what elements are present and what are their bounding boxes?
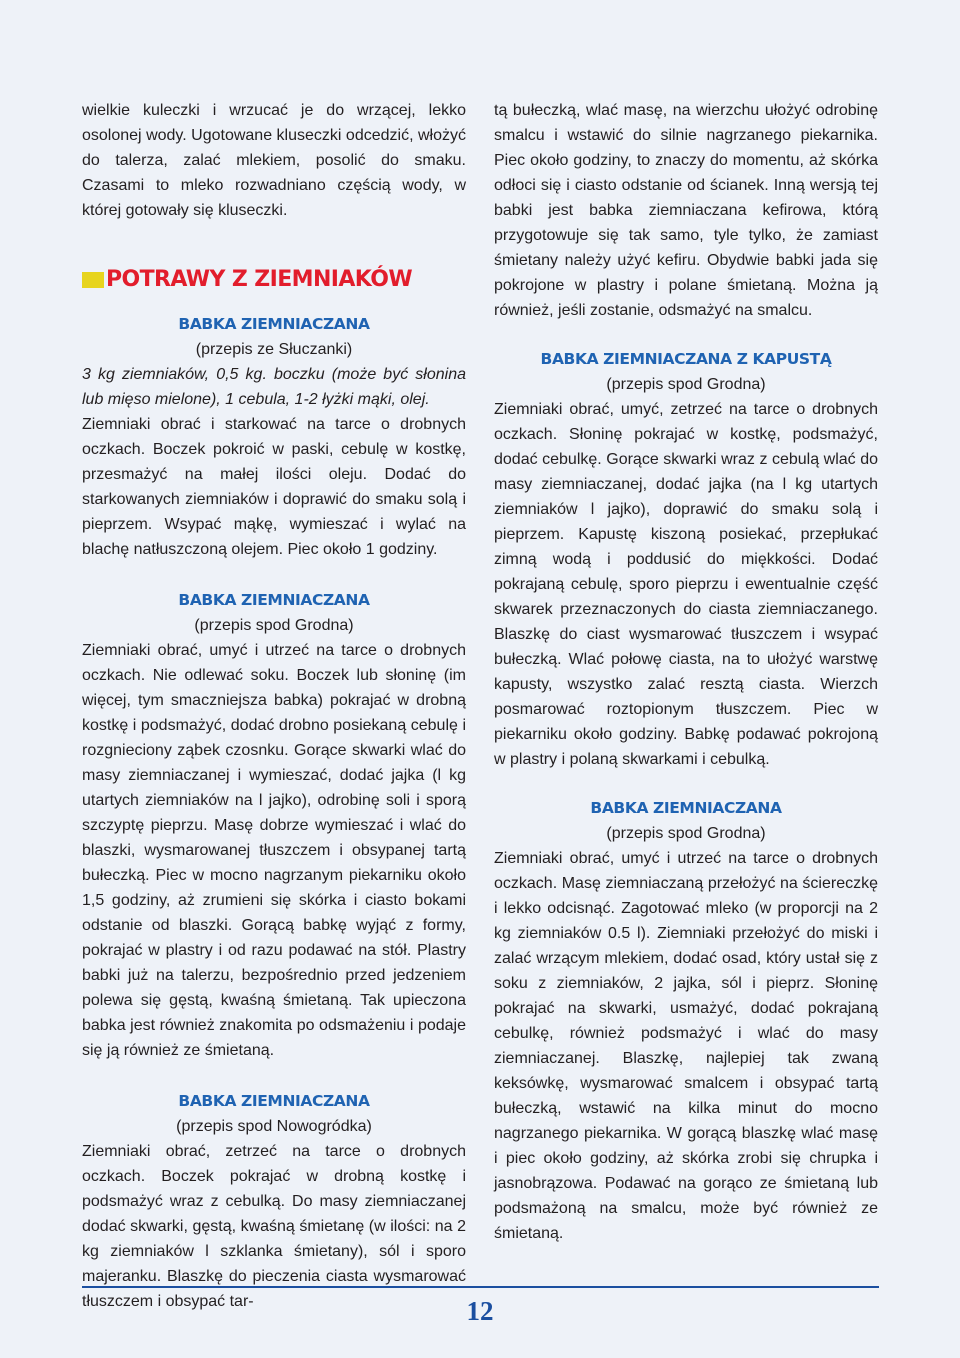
recipe-text: Ziemniaki obrać, zetrzeć na tarce o drobnych oczkach. Boczek pokrajać w drobną kostkę i podsmażyć wraz z cebulką. Do masy ziemniaczanej dodać skwarki, gęstą, kwaśną śmietanę (w ilości: na 2 kg ziemniaków l szklanka śmietany), sól i sporo majeranku. Blaszkę do pieczenia ciasta wysmarować tłuszczem i obsypać tar- [82,1143,466,1310]
recipe-1 [82,312,466,562]
recipe-title: BABKA ZIEMNIACZANA [178,1092,370,1110]
recipe-source: (przepis spod Grodna) [606,376,766,393]
recipe-text: Ziemniaki obrać, umyć, zetrzeć na tarce o drobnych oczkach. Słoninę pokrajać w kostkę, podsmażyć, dodać cebulkę. Gorące skwarki wraz z cebulą wlać do masy ziemniaczanej, dodać jajka (na l kg utartych ziemniaków l jajko), doprawić do smaku solą i pieprzem. Kapustę kiszoną posiekać, przepłukać zimną wodą i poddusić do miękkości. Dodać pokrajaną cebulę, sporo pieprzu i ewentualnie część skwarek przeznaczonych do ciasta ziemniaczanego. Blaszkę do ciast wysmarować tłuszczem i wsypać bułeczką. Wlać połowę ciasta, na to ułożyć warstwę kapusty, wszystko zalać resztą ciasta. Wierzch posmarować roztopionym tłuszczem. Piec w piekarniku około godziny. Babkę podawać pokrojoną w plastry i polaną skwarkami i cebulką. [494,401,878,768]
recipe-text: Ziemniaki obrać i starkować na tarce o drobnych oczkach. Boczek pokroić w paski, cebulę w kostkę, przesmażyć na małej ilości oleju. Dodać do starkowanych ziemniaków i doprawić do smaku solą i pieprzem. Wsypać mąkę, wymieszać i wylać na blachę natłuszczoną olejem. Piec około 1 godziny. [82,416,466,558]
recipe-4 [494,347,878,772]
recipe-source: (przepis spod Nowogródka) [176,1118,372,1135]
recipe-title: BABKA ZIEMNIACZANA [590,799,782,817]
recipe-text: Ziemniaki obrać, umyć i utrzeć na tarce o drobnych oczkach. Nie odlewać soku. Boczek lub słoninę (im więcej, tym smaczniejsza babka) pokrajać w drobną kostkę i podsmażyć, dodać drobno posiekaną cebulę i rozgnieciony ząbek czosnku. Gorące skwarki wlać do masy ziemniaczanej i wymieszać, dodać jajka (l kg utartych ziemniaków na l jajko), odrobinę soli i sporą szczyptę pieprzu. Masę dobrze wymieszać i wlać do blaszki, wysmarowanej tłuszczem i obsypanej tartą bułeczką. Piec w mocno nagrzanym piekarniku około 1,5 godziny, aż zrumieni się skórka i ciasto bokami odstanie od blaszki. Gorącą babkę wyjąć z formy, pokrajać w plastry i od razu podawać na stół. Plastry babki już na talerzu, bezpośrednio przed jedzeniem polewa się gęstą, kwaśną śmietaną. Tak upieczona babka jest również znakomita po odsmażeniu i podaje się ją również ze śmietaną. [82,642,466,1059]
recipe-text: Ziemniaki obrać, umyć i utrzeć na tarce o drobnych oczkach. Masę ziemniaczaną przełożyć na ściereczkę i lekko odcisnąć. Zagotować mleko (w proporcji na 2 kg ziemniaków 0.5 l). Ziemniaki przełożyć do miski i zalać wrzącym mlekiem, dodać osad, który ustał się z soku z ziemniaków, 2 jajka, sól i pieprz. Słoninę pokrajać na skwarki, usmażyć, dodać pokrajaną cebulkę, również podsmażyć i wlać do masy ziemniaczanej. Blaszkę, najlepiej tak zwaną keksówkę, wysmarować smalcem i obsypać tartą bułeczką, wstawić na kilka minut do mocno nagrzanego piekarnika. W gorącą blaszkę wlać masę i piec około godziny, aż skórka zrobi się chrupka i jasnobrązowa. Podawać na gorąco ze śmietaną lub podsmażoną na smalcu, może być również ze śmietaną. [494,850,878,1242]
recipe-source: (przepis spod Grodna) [606,825,766,842]
section-title: POTRAWY Z ZIEMNIAKÓW [106,267,412,292]
recipe-2 [82,588,466,1063]
continued-paragraph: tą bułeczką, wlać masę, na wierzchu ułożyć odrobinę smalcu i wstawić do silnie nagrzanego piekarnika. Piec około godziny, to znaczy do momentu, aż skórka odłoci się i ciasto odstanie od ścianek. Inną wersją tej babki jest babka ziemniaczana kefirowa, którą przygotowuje się tak samo, tyle tylko, że zamiast śmietany należy użyć kefiru. Obydwie babki jada się pokrojone w plastry i polane śmietaną. Można ją również, jeśli zostanie, odsmażyć na smalcu. [494,102,878,319]
recipe-title: BABKA ZIEMNIACZANA [178,315,370,333]
recipe-ingredients: 3 kg ziemniaków, 0,5 kg. boczku (może być słonina lub mięso mielone), 1 cebula, 1-2 łyżki mąki, olej. [82,366,466,408]
section-marker [82,272,104,288]
recipe-title: BABKA ZIEMNIACZANA Z KAPUSTĄ [540,350,832,368]
recipe-source: (przepis ze Słuczanki) [195,341,353,358]
right-column [494,98,878,1246]
left-column [82,98,466,1314]
footer-rule [82,1286,879,1288]
recipe-title: BABKA ZIEMNIACZANA [178,591,370,609]
intro-paragraph: wielkie kuleczki i wrzucać je do wrzącej, lekko osolonej wody. Ugotowane kluseczki odcedzić, włożyć do talerza, zalać mlekiem, posolić do smaku. Czasami to mleko rozwadniano częścią wody, w której gotowały się kluseczki. [82,102,466,219]
recipe-source: (przepis spod Grodna) [194,617,354,634]
page-number: 12 [466,1296,494,1326]
section-heading [82,267,466,292]
recipe-3 [82,1089,466,1314]
recipe-5 [494,796,878,1246]
